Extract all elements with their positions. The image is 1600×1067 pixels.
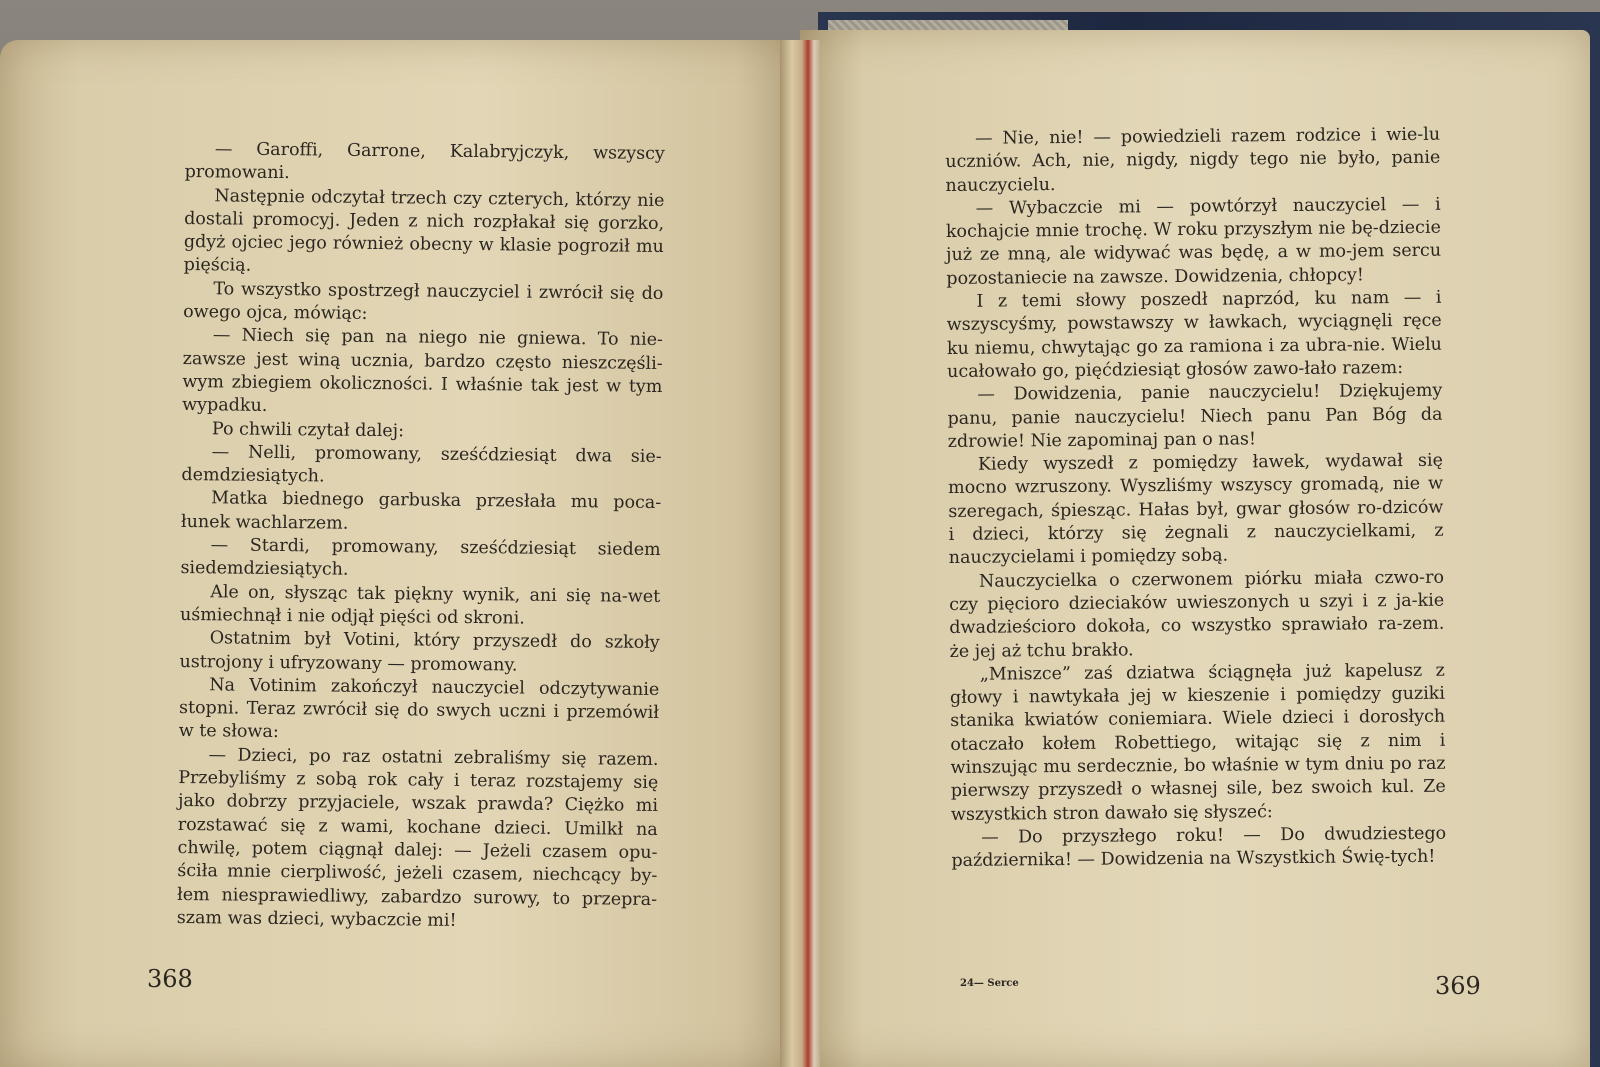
paragraph: Ostatnim był Votini, który przyszedł do szkoły ustrojony i ufryzowany — promowany. <box>179 628 660 676</box>
paragraph: Po chwili czytał dalej: <box>211 418 405 441</box>
paragraph: — Nie, nie! — powiedzieli razem rodzice i wie-lu uczniów. Ach, nie, nigdy, nigdy tego nie było, panie nauczycielu. <box>945 124 1441 196</box>
paragraph: — Dowidzenia, panie nauczycielu! Dziękujemy panu, panie nauczycielu! Niech panu Pan Bóg da zdrowie! Nie zapominaj pan o nas! <box>947 380 1443 452</box>
paragraph: — Garoffi, Garrone, Kalabryjczyk, wszyscy promowani. <box>184 139 665 184</box>
paragraph: — Dzieci, po raz ostatni zebraliśmy się razem. Przebyliśmy z sobą rok cały i teraz rozstajemy się jako dobrzy przyjaciele, wszak prawda? Ciężko mi rozstawać się z wami, kochane dzieci. Umilkł na chwilę, potem ciągnął dalej: — Jeżeli czasem opu-ściła mnie cierpliwość, jeżeli czasem, niechcący by-łem niesprawiedliwy, zabardzo surowy, to przepra-szam was dzieci, wybaczcie mi! <box>176 744 659 931</box>
right-page-number: 369 <box>1435 972 1481 1000</box>
paragraph: Nauczycielka o czerwonem piórku miała czwo-ro czy pięcioro dzieciaków uwieszonych u szyi i z ja-kie dwadzieścioro dokoła, co wszystko sprawiało ra-zem. że jej aż tchu brakło. <box>949 567 1445 662</box>
paragraph: Następnie odczytał trzech czy czterych, którzy nie dostali promocyj. Jeden z nich rozpłakał się gorzko, gdyż ojciec jego również obecny w klasie pogroził mu pięścią. <box>183 185 665 277</box>
paragraph: — Niech się pan na niego nie gniewa. To nie-zawsze jest winą ucznia, bardzo często nieszczęśli-wym zbiegiem okoliczności. I właśnie tak jest w tym wypadku. <box>182 325 664 417</box>
paragraph: To wszystko spostrzegł nauczyciel i zwrócił się do owego ojca, mówiąc: <box>183 279 664 324</box>
book-spine <box>780 40 820 1067</box>
right-page-text <box>945 124 1446 874</box>
left-page-number: 368 <box>147 965 193 993</box>
paragraph: Matka biednego garbuska przesłała mu poca-łunek wachlarzem. <box>180 488 662 534</box>
paragraph: I z temi słowy poszedł naprzód, ku nam — i wszyscyśmy, powstawszy w ławkach, wyciągnęli ręce ku niemu, chwytając go za ramiona i za ubra-nie. Wielu ucałowało go, pięćdziesiąt głosów zawo-łało razem: <box>946 287 1442 382</box>
paragraph: „Mniszce” zaś dziatwa ściągnęła już kapelusz z głowy i nawtykała jej w kieszenie i pomiędzy guziki stanika kwiatów coniemiara. Wiele dzieci i dorosłych otaczało kołem Robettiego, witając się z nim i winszując mu serdecznie, bo właśnie w tym dniu po raz pierwszy przyszedł o własnej sile, bez swoich kul. Ze wszystkich stron dawało się słyszeć: <box>949 660 1446 825</box>
paragraph: Na Votinim zakończył nauczyciel odczytywanie stopni. Teraz zwrócił się do swych uczni i przemówił w te słowa: <box>178 675 660 743</box>
paragraph: Ale on, słysząc tak piękny wynik, ani się na-wet uśmiechnął i nie odjął pięści od skroni. <box>179 581 661 629</box>
printer-signature: 24— Serce <box>960 978 1019 989</box>
paragraph: — Stardi, promowany, sześćdziesiąt siedem siedemdziesiątych. <box>180 535 661 581</box>
paragraph: — Wybaczcie mi — powtórzył nauczyciel — i kochajcie mnie trochę. W roku przyszłym nie bę-dziecie już ze mną, ale widywać was będę, a w mo-jem sercu pozostaniecie na zawsze. Dowidzenia, chłopcy! <box>945 194 1442 289</box>
paragraph: — Do przyszłego roku! — Do dwudziestego października! — Dowidzenia na Wszystkich Świę-tych! <box>951 823 1447 872</box>
paragraph: — Nelli, promowany, sześćdziesiąt dwa sie-demdziesiątych. <box>181 442 662 487</box>
left-page-text <box>177 138 665 935</box>
paragraph: Kiedy wyszedł z pomiędzy ławek, wydawał się mocno wzruszony. Wyszliśmy wszyscy gromadą, nie w szeregach, śpiesząc. Hałas był, gwar głosów ro-dziców i dzieci, którzy się żegnali z nauczycielkami, z nauczycielami i pomiędzy sobą. <box>948 450 1444 569</box>
